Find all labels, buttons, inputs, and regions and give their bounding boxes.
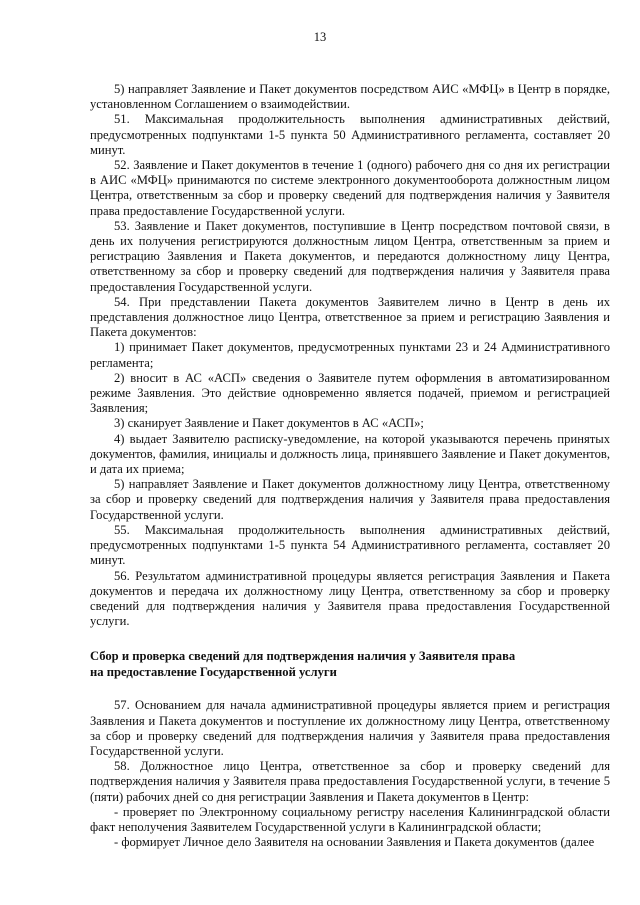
paragraph-54: 54. При представлении Пакета документов Заявителем лично в Центр в день их представления должностное лицо Центра, ответственное за прием и регистрацию Заявления и Пакета документов: bbox=[90, 294, 610, 340]
paragraph-54-2: 2) вносит в АС «АСП» сведения о Заявителе путем оформления в автоматизированном режиме Заявления. Это действие одновременно является подачей, приемом и регистрацией Заявления; bbox=[90, 370, 610, 416]
paragraph-54-5: 5) направляет Заявление и Пакет документов должностному лицу Центра, ответственному за сбор и проверку сведений для подтверждения наличия у Заявителя права предоставления Государственной услуги. bbox=[90, 477, 610, 522]
page-number: 13 bbox=[313, 30, 327, 44]
paragraph-57: 57. Основанием для начала административной процедуры является прием и регистрация Заявления и Пакета документов и поступление их должностному лицу Центра, ответственному за сбор и проверку сведений для подтверждения наличия у Заявителя права предоставления Государственной услуги. bbox=[90, 698, 610, 758]
paragraph-58: 58. Должностное лицо Центра, ответственное за сбор и проверку сведений для подтверждения наличия у Заявителя права предоставления Государственной услуги, в течение 5 (пяти) рабочих дней со дня регистрации Заявления и Пакета документов в Центр: bbox=[90, 759, 610, 804]
document-body bbox=[90, 82, 610, 850]
paragraph-58-form: - формирует Личное дело Заявителя на основании Заявления и Пакета документов (далее bbox=[114, 835, 595, 850]
paragraph-52: 52. Заявление и Пакет документов в течение 1 (одного) рабочего дня со дня их регистрации в АИС «МФЦ» принимаются по системе электронного документооборота должностным лицом Центра, ответственным за сбор и проверку сведений для подтверждения наличия у Заявителя права предоставление Государственной услуги. bbox=[90, 158, 610, 218]
paragraph-54-3: 3) сканирует Заявление и Пакет документов в АС «АСП»; bbox=[114, 416, 424, 431]
paragraph-54-1: 1) принимает Пакет документов, предусмотренных пунктами 23 и 24 Административного регламента; bbox=[90, 340, 610, 370]
paragraph-56: 56. Результатом административной процедуры является регистрация Заявления и Пакета документов и передача их должностному лицу Центра, ответственному за сбор и проверку сведений для подтверждения наличия у Заявителя права предоставления Государственной услуги. bbox=[90, 568, 610, 629]
paragraph-51: 51. Максимальная продолжительность выполнения административных действий, предусмотренных подпунктами 1-5 пункта 50 Административного регламента, составляет 20 минут. bbox=[90, 112, 610, 157]
paragraph-53: 53. Заявление и Пакет документов, поступившие в Центр посредством почтовой связи, в день их получения регистрируются должностным лицом Центра, ответственным за прием и регистрацию Заявления и Пакета документов, и передаются должностному лицу Центра, ответственному за сбор и проверку сведений для подтверждения наличия у Заявителя права предоставления Государственной услуги. bbox=[90, 218, 610, 294]
section-heading bbox=[90, 649, 610, 680]
section-heading-line-2: на предоставление Государственной услуги bbox=[90, 664, 337, 679]
section-heading-line-1: Сбор и проверка сведений для подтверждения наличия у Заявителя права bbox=[90, 649, 516, 664]
paragraph-50-5: 5) направляет Заявление и Пакет документов посредством АИС «МФЦ» в Центр в порядке, установленном Соглашением о взаимодействии. bbox=[90, 82, 610, 112]
paragraph-55: 55. Максимальная продолжительность выполнения административных действий, предусмотренных подпунктами 1-5 пункта 54 Административного регламента, составляет 20 минут. bbox=[90, 522, 610, 568]
paragraph-58-check: - проверяет по Электронному социальному регистру населения Калининградской области факт неполучения Заявителем Государственной услуги в Калининградской области; bbox=[90, 804, 610, 834]
paragraph-54-4: 4) выдает Заявителю расписку-уведомление, на которой указываются перечень принятых документов, фамилия, инициалы и должность лица, принявшего Заявление и Пакет документов, и дата их приема; bbox=[90, 431, 610, 477]
